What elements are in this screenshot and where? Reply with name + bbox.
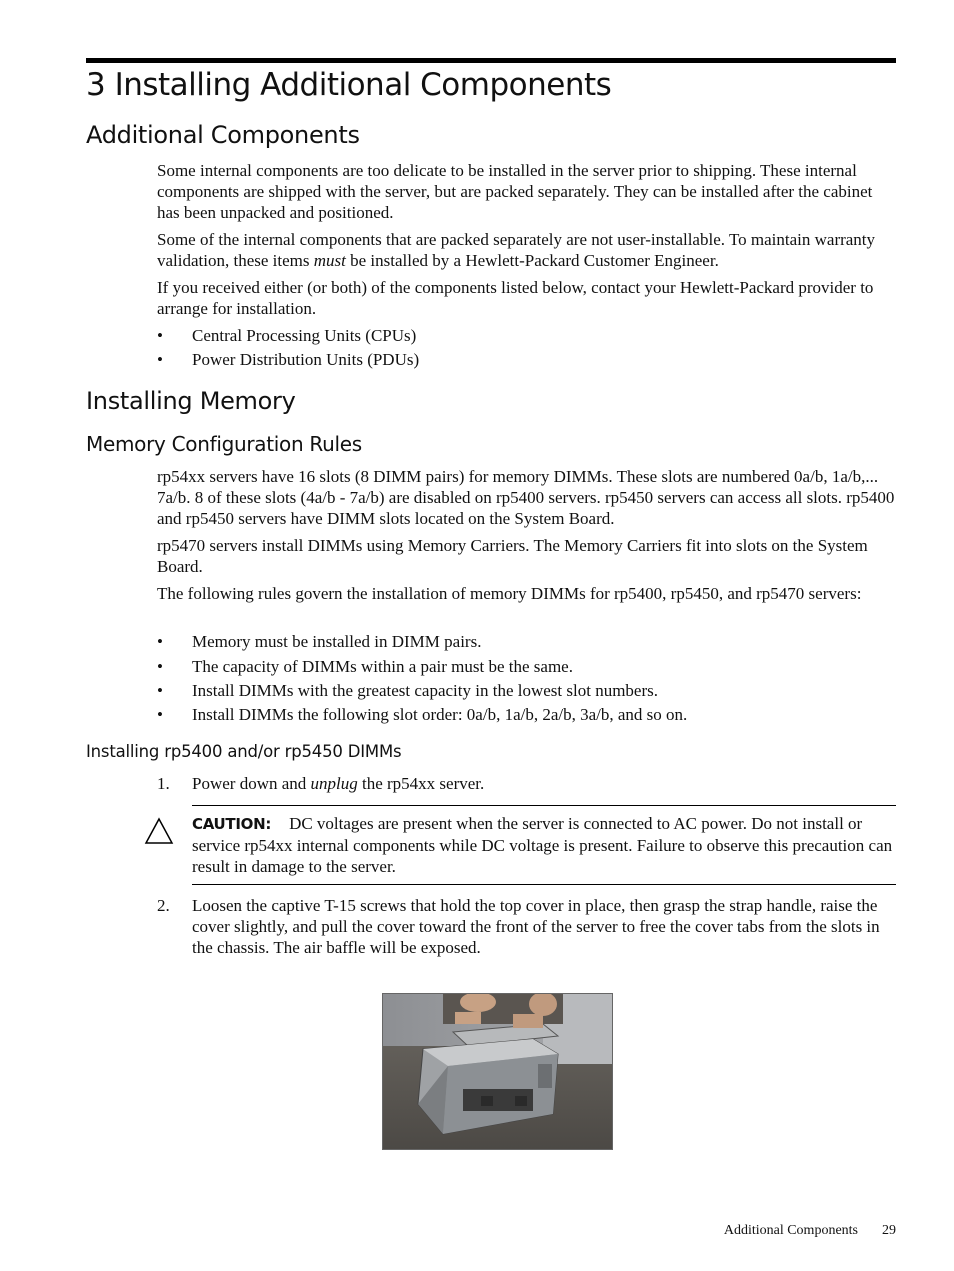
caution-triangle-icon <box>144 816 174 846</box>
step-text <box>192 773 899 794</box>
list-item-text: Memory must be installed in DIMM pairs. <box>192 632 482 651</box>
bullet-mark: • <box>157 657 163 676</box>
list-item-text: Install DIMMs with the greatest capacity in the lowest slot numbers. <box>192 681 658 700</box>
paragraph-rp5470: rp5470 servers install DIMMs using Memory Carriers. The Memory Carriers fit into slots on the System Board. <box>157 536 868 576</box>
step-text: Loosen the captive T-15 screws that hold the top cover in place, then grasp the strap handle, raise the cover slightly, and pull the cover toward the front of the server to free the cover tabs from the slots in the chassis. The air baffle will be exposed. <box>192 896 880 957</box>
page-footer <box>724 1222 896 1240</box>
paragraph-rules-intro: The following rules govern the installation of memory DIMMs for rp5400, rp5450, and rp5470 servers: <box>157 584 862 603</box>
subsubsection-heading-installing-dimms: Installing rp5400 and/or rp5450 DIMMs <box>86 742 402 761</box>
list-item-text: The capacity of DIMMs within a pair must be the same. <box>192 657 573 676</box>
section-heading-installing-memory: Installing Memory <box>86 387 296 415</box>
bullet-mark: • <box>157 705 163 724</box>
list-item-text: Central Processing Units (CPUs) <box>192 326 417 345</box>
chapter-title: 3 Installing Additional Components <box>86 67 612 103</box>
server-cover-removal-photo <box>382 993 613 1150</box>
step1-part2: the rp54xx server. <box>357 774 485 793</box>
section-heading-additional-components: Additional Components <box>86 121 360 149</box>
bullet-mark: • <box>157 350 163 369</box>
page-number: 29 <box>882 1223 896 1238</box>
emphasis-must: must <box>313 251 346 270</box>
caution-text <box>192 813 898 877</box>
chapter-top-rule <box>86 58 896 63</box>
list-item-text: Power Distribution Units (PDUs) <box>192 350 420 369</box>
paragraph-slots: rp54xx servers have 16 slots (8 DIMM pairs) for memory DIMMs. These slots are numbered 0a/b, 1a/b,... 7a/b. 8 of these slots (4a/b - 7a/b) are disabled on rp5400 servers. rp5450 servers can access all slots. rp5400 and rp5450 servers have DIMM slots located on the System Board. <box>157 467 895 528</box>
footer-section-name: Additional Components <box>723 1223 858 1238</box>
step1-part1: Power down and <box>192 774 311 793</box>
bullet-mark: • <box>157 632 163 651</box>
bullet-mark: • <box>157 681 163 700</box>
emphasis-unplug: unplug <box>310 774 358 793</box>
paragraph-delicate-components: Some internal components are too delicate to be installed in the server prior to shipping. These internal components are shipped with the server, but are packed separately. They can be installed after the cabinet has been unpacked and positioned. <box>157 161 873 222</box>
paragraph-warranty <box>157 229 899 271</box>
caution-body: DC voltages are present when the server is connected to AC power. Do not install or service rp54xx internal components while DC voltage is present. Failure to observe this precaution can result in damage to the server. <box>192 814 893 876</box>
caution-label: CAUTION: <box>192 815 272 833</box>
step-number: 1. <box>157 774 170 793</box>
bullet-mark: • <box>157 326 163 345</box>
list-item-text: Install DIMMs the following slot order: 0a/b, 1a/b, 2a/b, 3a/b, and so on. <box>192 705 688 724</box>
step-number: 2. <box>157 896 170 915</box>
paragraph-warranty-part2: be installed by a Hewlett-Packard Customer Engineer. <box>345 251 719 270</box>
paragraph-contact-provider: If you received either (or both) of the components listed below, contact your Hewlett-Packard provider to arrange for installation. <box>157 278 874 318</box>
paragraph-warranty-part1: Some of the internal components that are packed separately are not user-installable. To maintain warranty validation, these items <box>157 230 876 270</box>
subsection-heading-memory-rules: Memory Configuration Rules <box>86 432 362 456</box>
